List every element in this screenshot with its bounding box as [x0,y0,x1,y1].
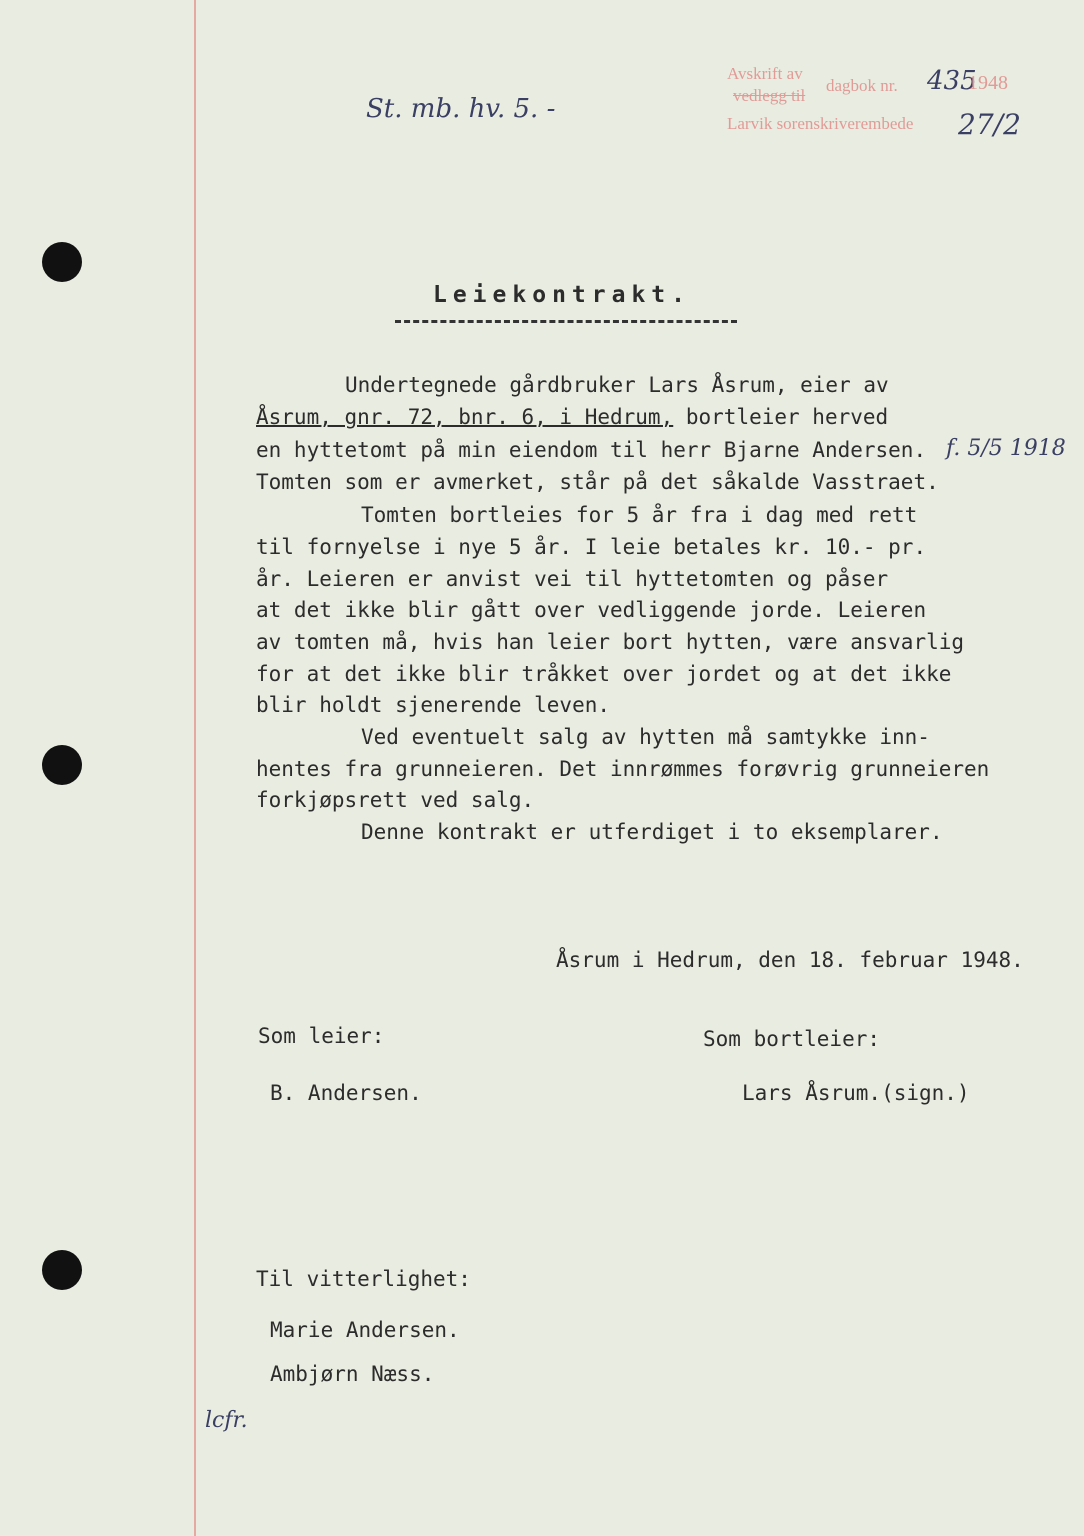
body-line-2-rest: bortleier herved [673,405,889,429]
property-reference: Åsrum, gnr. 72, bnr. 6, i Hedrum, [256,405,674,429]
stamp-number: 435 [927,66,977,96]
title-underline [395,320,737,323]
stamp-date: 27/2 [958,108,1021,141]
body-line-7: år. Leieren er anvist vei til hyttetomten og påser [256,567,889,591]
punch-hole-bottom [42,1250,82,1290]
body-line-8: at det ikke blir gått over vedliggende jorde. Leieren [256,598,927,622]
body-line-9: av tomten må, hvis han leier bort hytten, være ansvarlig [256,630,965,654]
body-line-4: Tomten som er avmerket, står på det såkalde Vasstraet. [256,470,939,494]
witness-label: Til vitterlighet: [256,1267,471,1291]
punch-hole-top [42,242,82,282]
stamp-office: Larvik sorenskriverembede [727,114,914,133]
body-line-15: Denne kontrakt er utferdiget i to eksemplarer. [361,820,943,844]
document-title: Leiekontrakt. [432,282,691,308]
witness-name-2: Ambjørn Næss. [270,1362,435,1386]
stamp-year: 1948 [968,72,1008,94]
stamp-dagbok: dagbok nr. [826,76,898,95]
body-line-6: til fornyelse i nye 5 år. I leie betales kr. 10.- pr. [256,535,927,559]
body-line-13: hentes fra grunneieren. Det innrømmes forøvrig grunneieren [256,757,990,781]
body-line-12: Ved eventuelt salg av hytten må samtykke inn- [361,725,930,749]
lessee-name: B. Andersen. [270,1081,422,1105]
body-line-1: Undertegnede gårdbruker Lars Åsrum, eier av [345,373,889,397]
handwritten-reference: St. mb. hv. 5. - [366,94,556,124]
stamp-avskrift: Avskrift av [727,64,803,83]
body-line-3: en hyttetomt på min eiendom til herr Bjarne Andersen. [256,438,927,462]
stamp-vedlegg: vedlegg til [733,86,806,105]
body-line-14: forkjøpsrett ved salg. [256,788,535,812]
handwritten-initials: lcfr. [205,1408,248,1433]
lessee-label: Som leier: [258,1024,385,1048]
punch-hole-middle [42,745,82,785]
body-line-5: Tomten bortleies for 5 år fra i dag med rett [361,503,918,527]
body-line-2 [256,405,888,429]
lessor-name: Lars Åsrum.(sign.) [742,1081,970,1105]
body-line-10: for at det ikke blir tråkket over jordet og at det ikke [256,662,952,686]
witness-name-1: Marie Andersen. [270,1318,460,1342]
birth-date-note: f. 5/5 1918 [946,436,1066,461]
margin-line [194,0,196,1536]
body-line-11: blir holdt sjenerende leven. [256,693,611,717]
place-and-date: Åsrum i Hedrum, den 18. februar 1948. [556,948,1024,972]
lessor-label: Som bortleier: [703,1027,881,1051]
